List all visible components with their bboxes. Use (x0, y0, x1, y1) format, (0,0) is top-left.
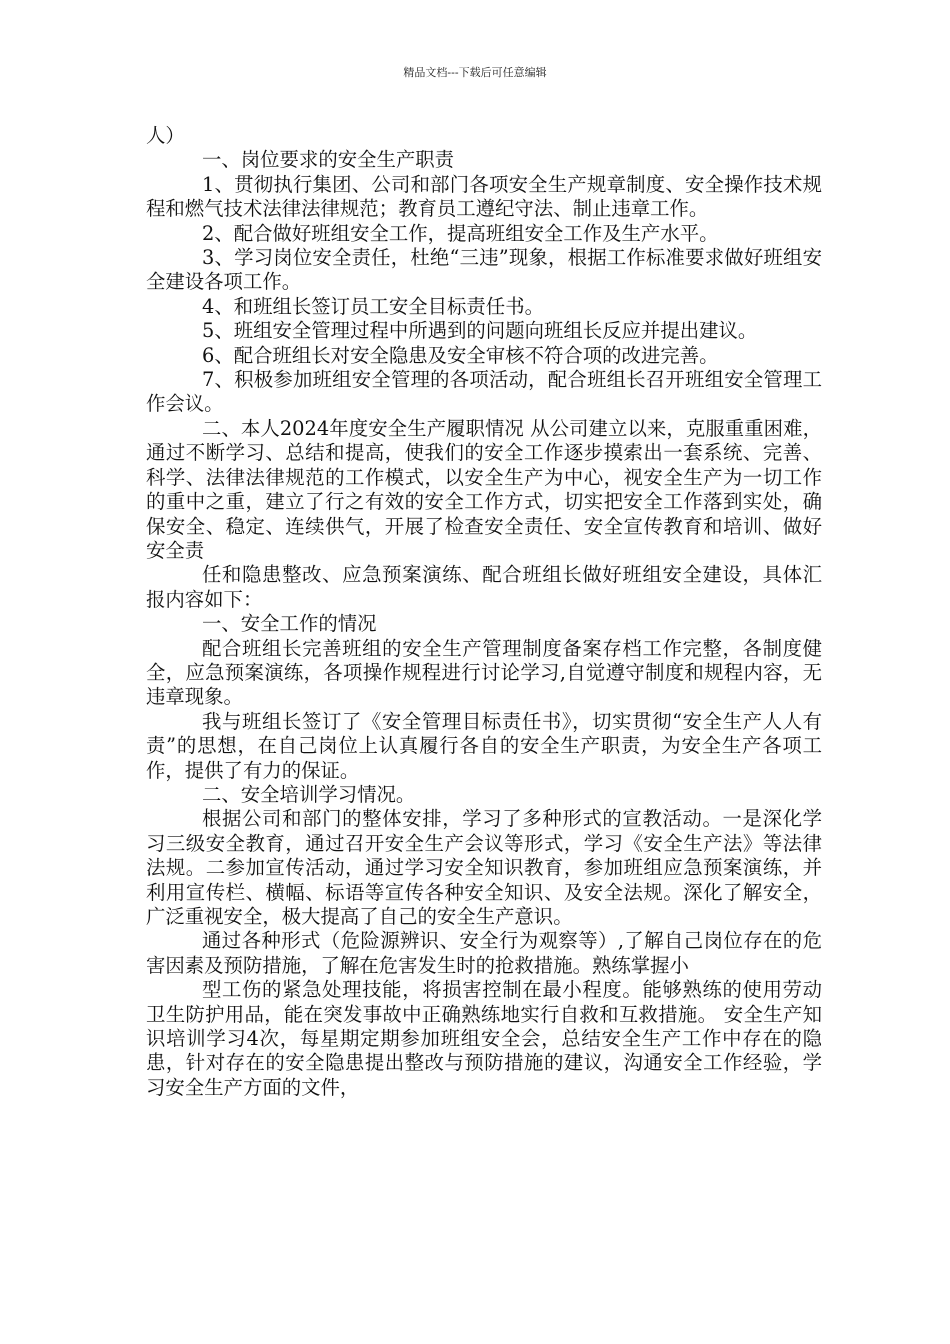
duty-item-7: 7、积极参加班组安全管理的各项活动，配合班组长召开班组安全管理工作会议。 (146, 368, 822, 416)
section-heading-duties: 一、岗位要求的安全生产职责 (202, 148, 455, 172)
safety-work-paragraph-2: 我与班组长签订了《安全管理目标责任书》，切实贯彻“安全生产人人有责”的思想，在自己岗位上认真履行各自的安全生产职责，为安全生产各项工作，提供了有力的保证。 (146, 709, 822, 782)
duty-item-3: 3、学习岗位安全责任，杜绝“三违”现象，根据工作标准要求做好班组安全建设各项工作。 (146, 246, 822, 294)
safety-work-paragraph-1: 配合班组长完善班组的安全生产管理制度备案存档工作完整，各制度健全，应急预案演练，各项操作规程进行讨论学习,自觉遵守制度和规程内容，无违章现象。 (146, 636, 822, 709)
performance-continuation: 任和隐患整改、应急预案演练、配合班组长做好班组安全建设，具体汇报内容如下： (146, 563, 822, 611)
page-header-watermark: 精品文档---下载后可任意编辑 (403, 66, 547, 79)
duty-item-5: 5、班组安全管理过程中所遇到的问题向班组长反应并提出建议。 (202, 319, 758, 343)
training-paragraph-3: 型工伤的紧急处理技能，将损害控制在最小程度。能够熟练的使用劳动卫生防护用品，能在突发事故中正确熟练地实行自救和互救措施。 安全生产知识培训学习4次，每星期定期参加班组安全会，总结安全生产工作中存在的隐患，针对存在的安全隐患提出整改与预防措施的建议，沟通安全工作经验，学习安全生产方面的文件， (146, 978, 822, 1099)
duty-item-6: 6、配合班组长对安全隐患及安全审核不符合项的改进完善。 (202, 343, 719, 367)
paragraph-continuation: 人） (146, 124, 185, 147)
document-body (146, 124, 822, 1100)
duty-item-2: 2、配合做好班组安全工作，提高班组安全工作及生产水平。 (202, 221, 719, 245)
subsection-heading-training: 二、安全培训学习情况。 (202, 782, 416, 806)
training-paragraph-2: 通过各种形式（危险源辨识、安全行为观察等）,了解自己岗位存在的危害因素及预防措施，了解在危害发生时的抢救措施。熟练掌握小 (146, 929, 822, 977)
subsection-heading-safety-work: 一、安全工作的情况 (202, 612, 377, 636)
training-paragraph-1: 根据公司和部门的整体安排，学习了多种形式的宣教活动。一是深化学习三级安全教育，通过召开安全生产会议等形式，学习《安全生产法》等法律法规。二参加宣传活动，通过学习安全知识教育，参加班组应急预案演练，并利用宣传栏、横幅、标语等宣传各种安全知识、及安全法规。深化了解安全，广泛重视安全，极大提高了自己的安全生产意识。 (146, 807, 822, 928)
section-heading-performance: 二、本人2024年度安全生产履职情况 从公司建立以来，克服重重困难，通过不断学习、总结和提高，使我们的安全工作逐步摸索出一套系统、完善、科学、法律法律规范的工作模式，以安全生产为中心，视安全生产为一切工作的重中之重，建立了行之有效的安全工作方式，切实把安全工作落到实处，确保安全、稳定、连续供气，开展了检查安全责任、安全宣传教育和培训、做好安全责 (146, 416, 822, 562)
duty-item-1: 1、贯彻执行集团、公司和部门各项安全生产规章制度、安全操作技术规程和燃气技术法律法律规范；教育员工遵纪守法、制止违章工作。 (146, 172, 822, 221)
duty-item-4: 4、和班组长签订员工安全目标责任书。 (202, 294, 544, 318)
